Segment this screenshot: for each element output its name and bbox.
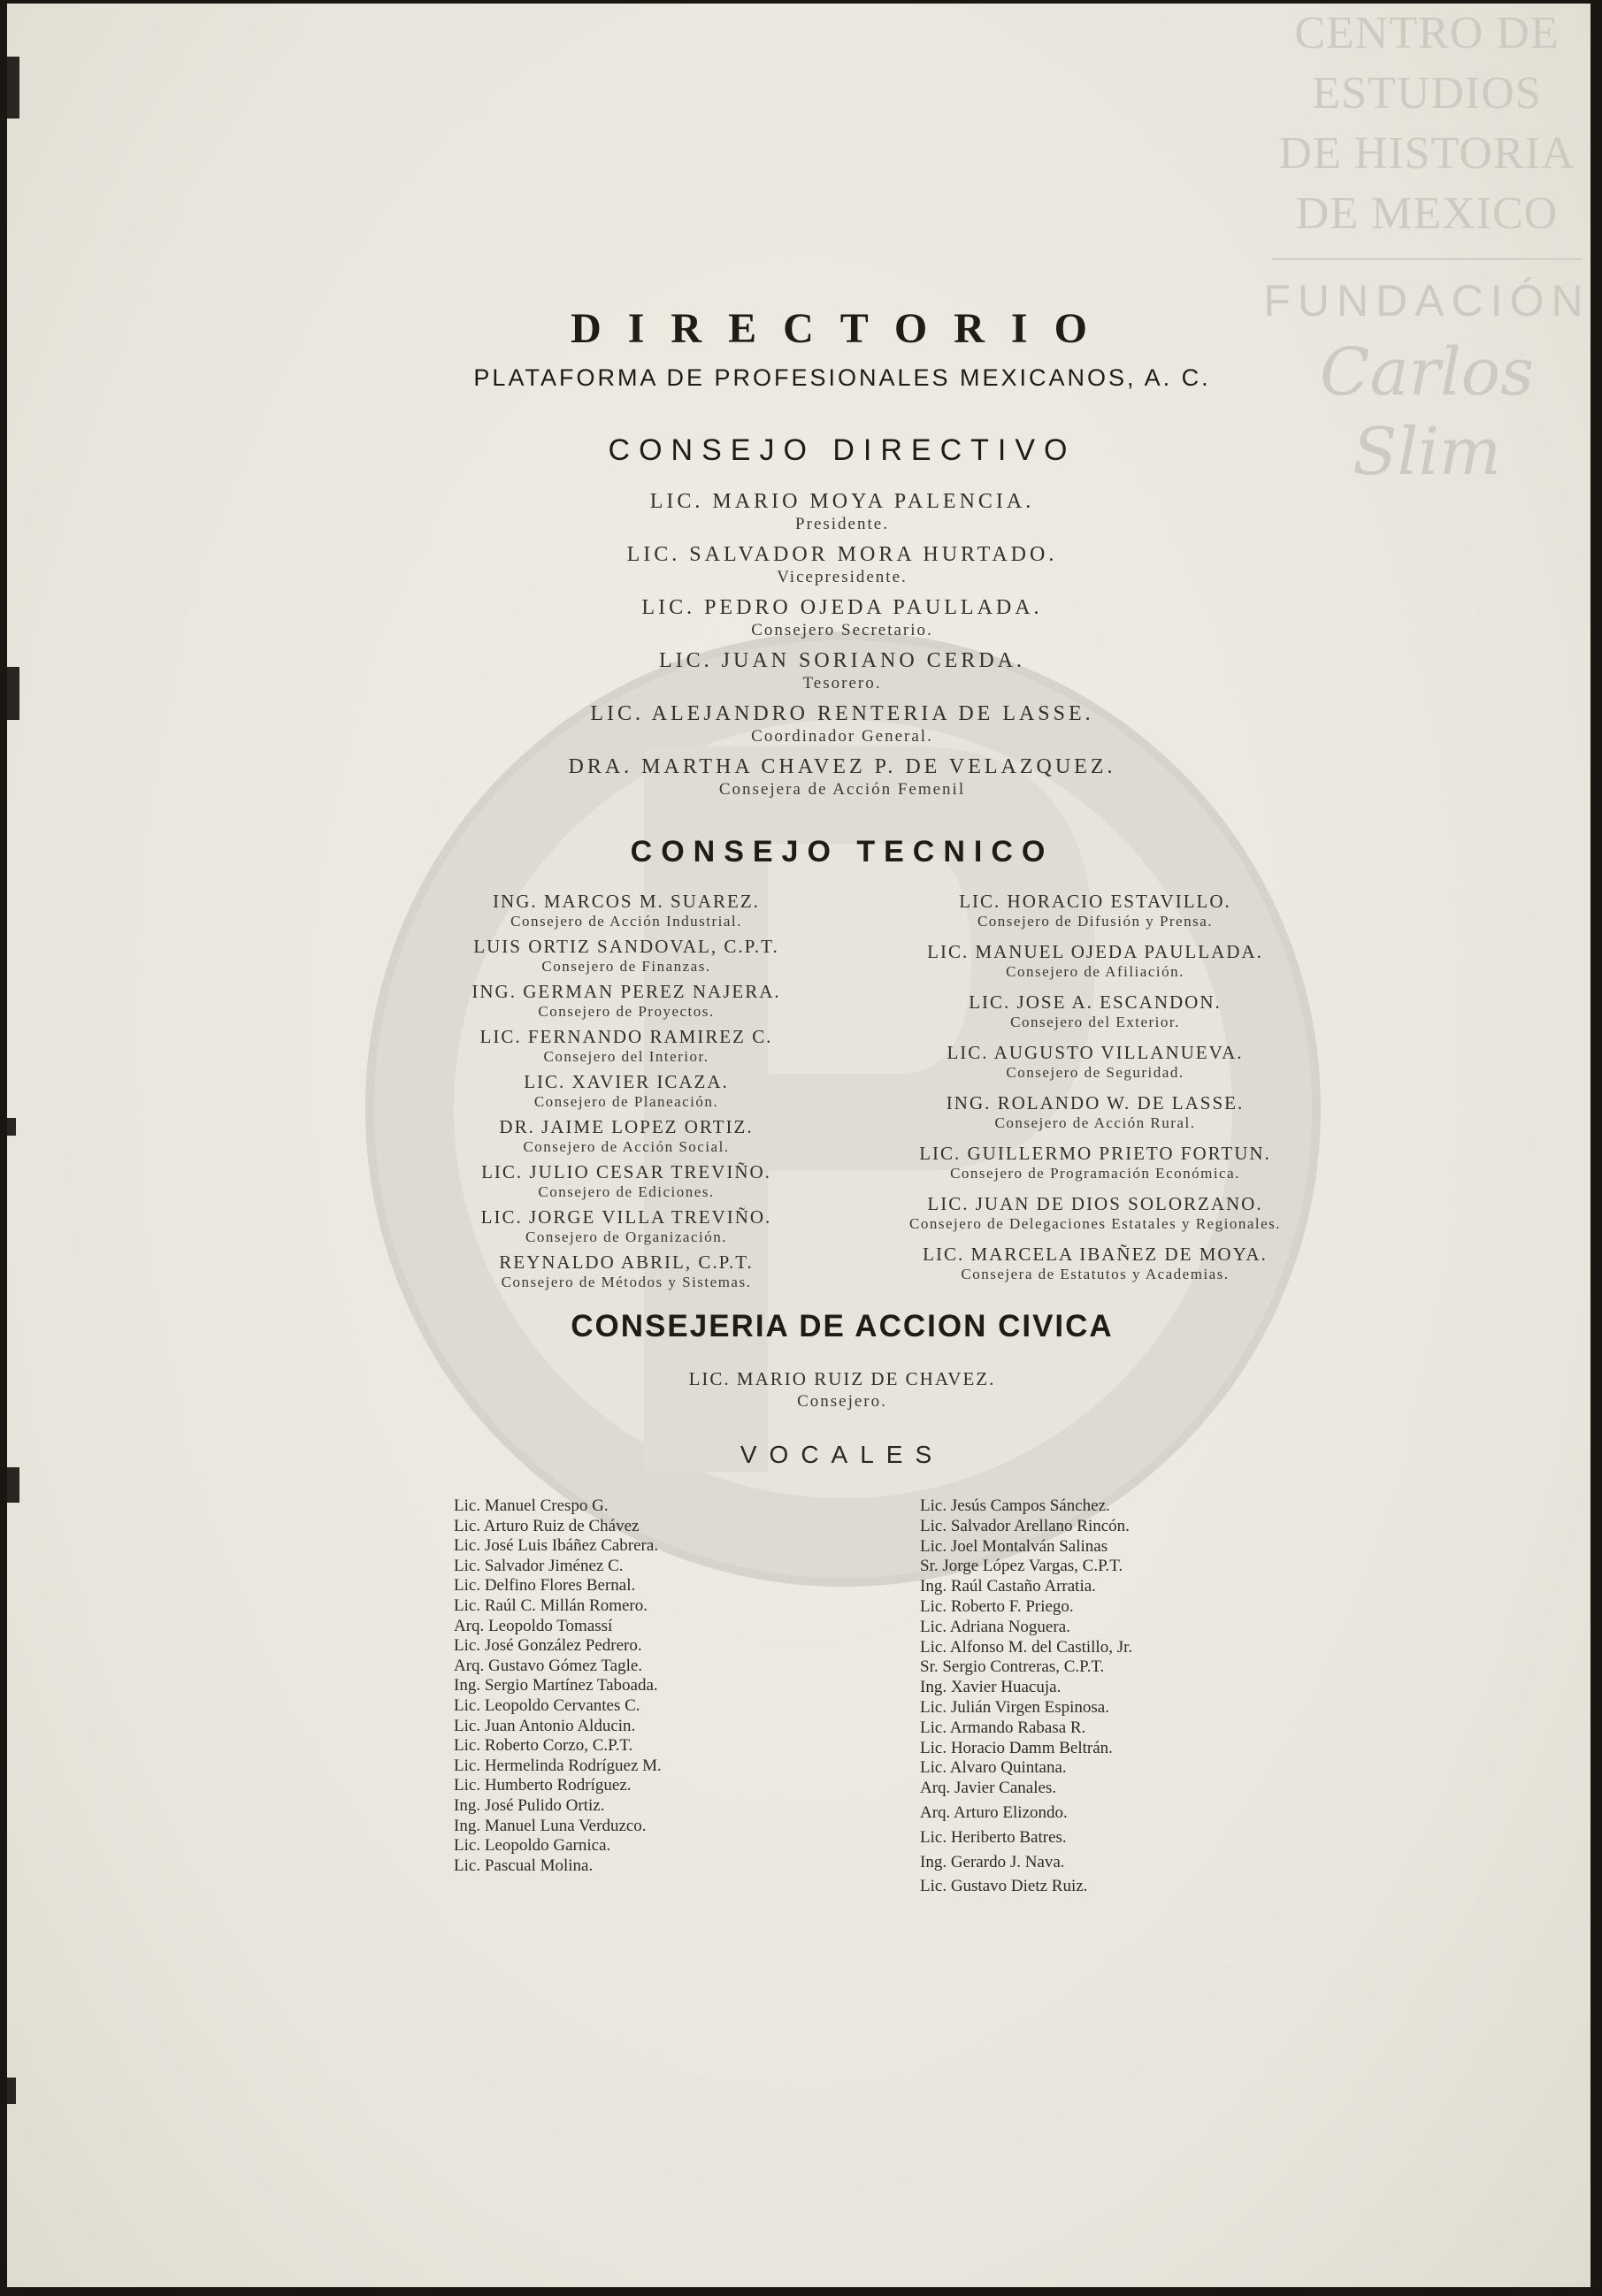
vocal-entry: Lic. Salvador Jiménez C. — [454, 1556, 624, 1575]
vocal-entry: Arq. Gustavo Gómez Tagle. — [454, 1656, 643, 1675]
tecnico-entry — [379, 1161, 874, 1206]
vocal-entry: Arq. Javier Canales. — [920, 1779, 1057, 1798]
member-role: Vicepresidente. — [777, 568, 908, 586]
vocal-entry: Lic. Leopoldo Garnica. — [454, 1836, 611, 1856]
vocal-entry: Lic. Alfonso M. del Castillo, Jr. — [920, 1637, 1133, 1657]
member-role: Consejero de Finanzas. — [541, 958, 711, 975]
binding-mark — [7, 2078, 16, 2104]
member-role: Consejero de Acción Industrial. — [510, 913, 742, 930]
vocal-entry: Lic. Julián Virgen Espinosa. — [920, 1697, 1109, 1717]
member-name: LIC. XAVIER ICAZA. — [524, 1071, 729, 1092]
vocal-entry: Lic. Hermelinda Rodríguez M. — [454, 1756, 662, 1775]
member-name: LIC. HORACIO ESTAVILLO. — [959, 891, 1231, 912]
watermark-line: ESTUDIOS — [1312, 68, 1542, 119]
vocales-left-column — [454, 1496, 662, 1876]
member-role: Tesorero. — [802, 674, 882, 693]
watermark-line: DE HISTORIA — [1278, 128, 1575, 179]
vocal-entry: Sr. Sergio Contreras, C.P.T. — [920, 1657, 1105, 1677]
directivo-entry — [7, 594, 1591, 647]
member-role: Consejero del Exterior. — [1010, 1014, 1180, 1030]
member-name: LIC. JUAN DE DIOS SOLORZANO. — [927, 1193, 1263, 1214]
tecnico-entry — [847, 1042, 1343, 1092]
vocal-entry: Ing. Xavier Huacuja. — [920, 1678, 1062, 1697]
consejo-directivo-heading: CONSEJO DIRECTIVO — [608, 433, 1077, 467]
tecnico-entry — [847, 1143, 1343, 1193]
tecnico-entry — [847, 891, 1343, 941]
member-role: Consejero de Organización. — [525, 1228, 727, 1245]
member-name: ING. GERMAN PEREZ NAJERA. — [471, 981, 781, 1002]
tecnico-entry — [847, 1092, 1343, 1143]
vocal-entry: Sr. Jorge López Vargas, C.P.T. — [920, 1557, 1123, 1576]
vocal-entry: Lic. Horacio Damm Beltrán. — [920, 1738, 1113, 1757]
vocal-entry: Lic. Arturo Ruiz de Chávez — [454, 1516, 640, 1535]
member-role: Consejero. — [797, 1392, 887, 1411]
watermark-line: DE MEXICO — [1295, 188, 1559, 239]
member-name: LIC. GUILLERMO PRIETO FORTUN. — [919, 1143, 1271, 1164]
member-role: Consejero de Acción Rural. — [994, 1114, 1196, 1131]
vocales-right-column — [920, 1496, 1132, 1897]
document-page — [7, 4, 1591, 2287]
member-role: Consejero de Métodos y Sistemas. — [501, 1274, 752, 1290]
binding-mark — [7, 1118, 16, 1136]
member-role: Consejero de Difusión y Prensa. — [977, 913, 1214, 930]
consejo-tecnico-right-column — [847, 891, 1343, 1294]
page-title: DIRECTORIO — [571, 305, 1114, 352]
vocal-entry: Lic. Joel Montalván Salinas — [920, 1536, 1108, 1556]
vocal-entry: Ing. Sergio Martínez Taboada. — [454, 1676, 658, 1695]
binding-mark — [7, 57, 19, 119]
member-name: LIC. SALVADOR MORA HURTADO. — [626, 543, 1058, 566]
member-role: Consejero de Ediciones. — [538, 1183, 715, 1200]
binding-mark — [7, 1467, 19, 1503]
member-name: ING. MARCOS M. SUAREZ. — [493, 891, 760, 912]
tecnico-entry — [847, 1244, 1343, 1294]
member-role: Consejero de Programación Económica. — [950, 1165, 1240, 1182]
directivo-entry — [7, 488, 1591, 541]
vocal-entry: Lic. Alvaro Quintana. — [920, 1758, 1067, 1778]
vocal-entry: Lic. Manuel Crespo G. — [454, 1496, 609, 1515]
vocal-entry: Lic. Humberto Rodríguez. — [454, 1776, 632, 1795]
tecnico-entry — [379, 1206, 874, 1251]
tecnico-entry — [847, 941, 1343, 991]
tecnico-entry — [379, 891, 874, 936]
tecnico-entry — [379, 1251, 874, 1297]
vocal-entry: Lic. Delfino Flores Bernal. — [454, 1576, 636, 1596]
tecnico-entry — [847, 991, 1343, 1042]
directivo-entry — [7, 647, 1591, 700]
vocal-entry: Ing. Raúl Castaño Arratia. — [920, 1577, 1096, 1596]
watermark-foundation: FUNDACIÓN — [1263, 276, 1591, 325]
member-role: Consejero de Proyectos. — [538, 1003, 715, 1020]
member-name: LIC. JOSE A. ESCANDON. — [969, 991, 1222, 1013]
member-name: LIC. FERNANDO RAMIREZ C. — [479, 1026, 773, 1047]
member-role: Coordinador General. — [751, 727, 933, 746]
vocal-entry: Lic. Roberto F. Priego. — [920, 1596, 1074, 1616]
member-name: DR. JAIME LOPEZ ORTIZ. — [499, 1116, 754, 1137]
member-name: LIC. JORGE VILLA TREVIÑO. — [480, 1206, 772, 1228]
member-role: Consejero de Seguridad. — [1006, 1064, 1184, 1081]
consejo-tecnico-left-column — [379, 891, 874, 1297]
member-name: LIC. MARCELA IBAÑEZ DE MOYA. — [923, 1244, 1268, 1265]
vocal-entry: Lic. Gustavo Dietz Ruiz. — [920, 1877, 1088, 1896]
vocal-entry: Lic. José Luis Ibáñez Cabrera. — [454, 1536, 659, 1556]
member-name: LIC. JUAN SORIANO CERDA. — [658, 649, 1025, 672]
tecnico-entry — [847, 1193, 1343, 1244]
member-name: REYNALDO ABRIL, C.P.T. — [499, 1251, 754, 1273]
vocal-entry: Lic. Juan Antonio Alducin. — [454, 1716, 636, 1735]
member-name: LIC. MANUEL OJEDA PAULLADA. — [927, 941, 1263, 962]
watermark-line: CENTRO DE — [1294, 8, 1560, 58]
member-name: LIC. ALEJANDRO RENTERIA DE LASSE. — [590, 702, 1094, 725]
accion-civica-heading: CONSEJERIA DE ACCION CIVICA — [571, 1309, 1114, 1343]
vocales-heading: VOCALES — [740, 1441, 945, 1468]
watermark-divider — [1272, 258, 1582, 260]
vocal-entry: Lic. Roberto Corzo, C.P.T. — [454, 1736, 633, 1756]
tecnico-entry — [379, 981, 874, 1026]
consejo-tecnico-heading: CONSEJO TECNICO — [630, 835, 1054, 869]
member-role: Consejero de Delegaciones Estatales y Regionales. — [909, 1215, 1281, 1232]
member-name: DRA. MARTHA CHAVEZ P. DE VELAZQUEZ. — [568, 755, 1116, 778]
vocal-entry: Lic. Pascual Molina. — [454, 1856, 594, 1875]
vocal-entry: Lic. Armando Rabasa R. — [920, 1718, 1086, 1737]
accion-civica-entry — [7, 1366, 1591, 1412]
tecnico-entry — [379, 1071, 874, 1116]
tecnico-entry — [379, 1116, 874, 1161]
member-role: Consejero de Afiliación. — [1006, 963, 1184, 980]
member-name: LIC. AUGUSTO VILLANUEVA. — [947, 1042, 1244, 1063]
member-role: Consejera de Estatutos y Academias. — [961, 1266, 1230, 1282]
vocal-entry: Ing. Manuel Luna Verduzco. — [454, 1816, 647, 1835]
vocal-entry: Ing. José Pulido Ortiz. — [454, 1795, 605, 1815]
vocal-entry: Lic. Jesús Campos Sánchez. — [920, 1496, 1110, 1515]
vocal-entry: Arq. Leopoldo Tomassí — [454, 1616, 613, 1635]
member-role: Presidente. — [795, 515, 889, 533]
watermark-signature: Carlos Slim — [1319, 334, 1535, 490]
directivo-entry — [7, 541, 1591, 594]
consejo-directivo-list — [7, 488, 1591, 807]
tecnico-entry — [379, 1026, 874, 1071]
tecnico-entry — [379, 936, 874, 981]
vocal-entry: Lic. Leopoldo Cervantes C. — [454, 1695, 640, 1715]
directivo-entry — [7, 754, 1591, 807]
member-role: Consejero Secretario. — [751, 621, 933, 639]
vocal-entry: Lic. Adriana Noguera. — [920, 1617, 1070, 1636]
vocal-entry: Lic. Heriberto Batres. — [920, 1827, 1067, 1847]
member-name: LIC. MARIO MOYA PALENCIA. — [649, 490, 1035, 513]
member-name: LIC. MARIO RUIZ DE CHAVEZ. — [688, 1368, 996, 1389]
member-name: LUIS ORTIZ SANDOVAL, C.P.T. — [473, 936, 779, 957]
vocal-entry: Ing. Gerardo J. Nava. — [920, 1852, 1065, 1871]
member-name: ING. ROLANDO W. DE LASSE. — [946, 1092, 1245, 1114]
member-name: LIC. PEDRO OJEDA PAULLADA. — [641, 596, 1043, 619]
member-role: Consejera de Acción Femenil — [718, 780, 966, 799]
vocal-entry: Lic. José González Pedrero. — [454, 1636, 642, 1656]
vocal-entry: Lic. Raúl C. Millán Romero. — [454, 1596, 648, 1615]
member-name: LIC. JULIO CESAR TREVIÑO. — [481, 1161, 771, 1182]
member-role: Consejero del Interior. — [543, 1048, 709, 1065]
member-role: Consejero de Planeación. — [533, 1093, 719, 1110]
page-subtitle: PLATAFORMA DE PROFESIONALES MEXICANOS, A. C. — [473, 364, 1211, 391]
vocal-entry: Arq. Arturo Elizondo. — [920, 1802, 1068, 1822]
member-role: Consejero de Acción Social. — [523, 1138, 730, 1155]
vocal-entry: Lic. Salvador Arellano Rincón. — [920, 1516, 1130, 1535]
directivo-entry — [7, 700, 1591, 754]
